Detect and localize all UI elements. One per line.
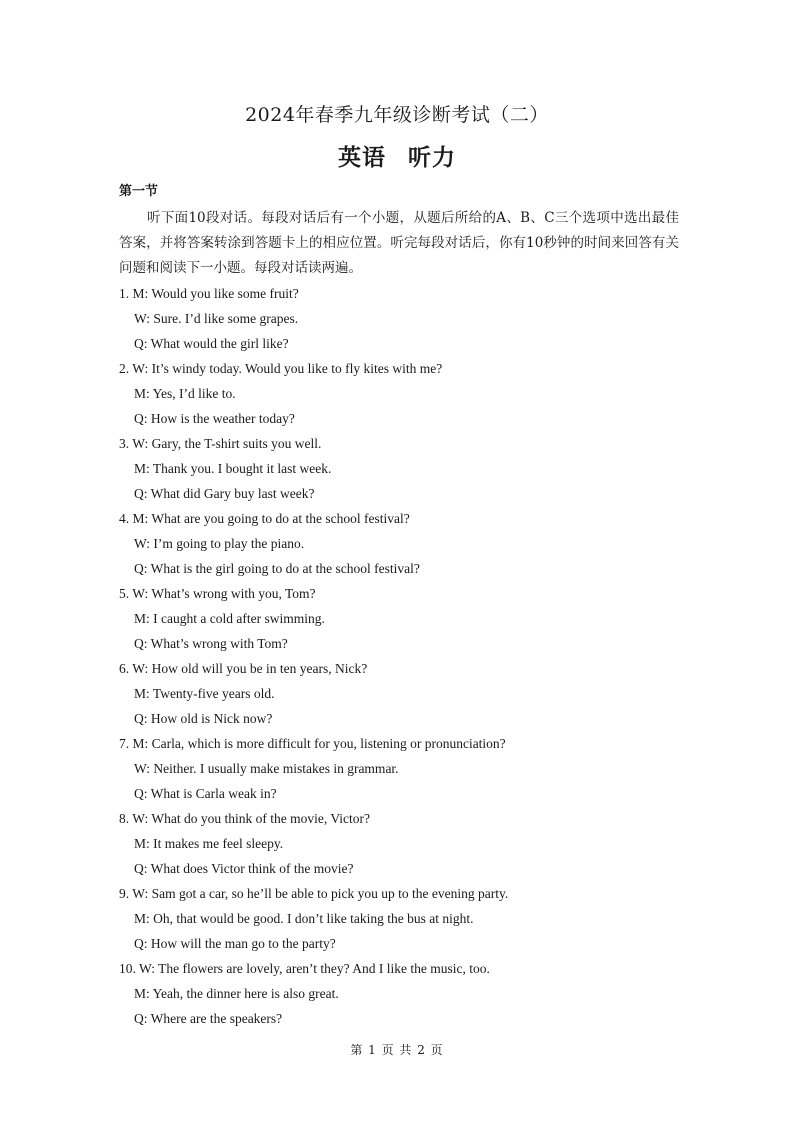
dialogue-question: Q: How will the man go to the party? — [134, 936, 336, 951]
dialogue-item — [119, 956, 699, 1031]
dialogue-line-first: 2. W: It’s windy today. Would you like to fly kites with me? — [119, 361, 443, 376]
dialogue-item — [119, 881, 699, 956]
exam-title: 2024年春季九年级诊断考试（二） — [245, 104, 549, 126]
dialogue-line-second: M: Yeah, the dinner here is also great. — [134, 986, 339, 1001]
dialogue-item — [119, 656, 699, 731]
dialogue-line-first: 7. M: Carla, which is more difficult for you, listening or pronunciation? — [119, 736, 506, 751]
dialogue-item — [119, 731, 699, 806]
dialogue-line-first: 4. M: What are you going to do at the school festival? — [119, 511, 410, 526]
dialogue-item — [119, 356, 699, 431]
dialogue-list — [119, 281, 699, 1031]
dialogue-line-second: M: I caught a cold after swimming. — [134, 611, 325, 626]
dialogue-line-second: M: Oh, that would be good. I don’t like taking the bus at night. — [134, 911, 474, 926]
section-instructions: 听下面10段对话。每段对话后有一个小题，从题后所给的A、B、C三个选项中选出最佳答案，并将答案转涂到答题卡上的相应位置。听完每段对话后，你有10秒钟的时间来回答有关问题和阅读下一小题。每段对话读两遍。 — [119, 210, 679, 276]
dialogue-item — [119, 806, 699, 881]
dialogue-question: Q: Where are the speakers? — [134, 1011, 283, 1026]
dialogue-question: Q: What is the girl going to do at the school festival? — [134, 561, 420, 576]
page-number: 第 1 页 共 2 页 — [350, 1043, 444, 1057]
exam-subtitle — [0, 143, 794, 173]
dialogue-line-second: M: Thank you. I bought it last week. — [134, 461, 332, 476]
dialogue-line-second: W: Neither. I usually make mistakes in grammar. — [134, 761, 399, 776]
dialogue-question: Q: What does Victor think of the movie? — [134, 861, 354, 876]
dialogue-question: Q: What’s wrong with Tom? — [134, 636, 288, 651]
dialogue-question: Q: What would the girl like? — [134, 336, 289, 351]
dialogue-question: Q: What did Gary buy last week? — [134, 486, 315, 501]
dialogue-item — [119, 581, 699, 656]
dialogue-line-second: M: Twenty-five years old. — [134, 686, 275, 701]
dialogue-question: Q: How old is Nick now? — [134, 711, 273, 726]
dialogue-line-first: 9. W: Sam got a car, so he’ll be able to pick you up to the evening party. — [119, 886, 509, 901]
dialogue-line-second: M: It makes me feel sleepy. — [134, 836, 284, 851]
subject-label: 英语 — [338, 144, 386, 171]
dialogue-item — [119, 431, 699, 506]
dialogue-question: Q: What is Carla weak in? — [134, 786, 277, 801]
dialogue-line-first: 1. M: Would you like some fruit? — [119, 286, 299, 301]
dialogue-line-second: W: I’m going to play the piano. — [134, 536, 305, 551]
dialogue-line-second: W: Sure. I’d like some grapes. — [134, 311, 299, 326]
dialogue-line-first: 3. W: Gary, the T-shirt suits you well. — [119, 436, 322, 451]
section-label: 第一节 — [119, 184, 159, 199]
dialogue-line-first: 10. W: The flowers are lovely, aren’t they? And I like the music, too. — [119, 961, 490, 976]
dialogue-line-first: 8. W: What do you think of the movie, Victor? — [119, 811, 371, 826]
dialogue-question: Q: How is the weather today? — [134, 411, 295, 426]
dialogue-item — [119, 281, 699, 356]
dialogue-line-first: 6. W: How old will you be in ten years, Nick? — [119, 661, 368, 676]
dialogue-line-first: 5. W: What’s wrong with you, Tom? — [119, 586, 316, 601]
part-label: 听力 — [408, 144, 456, 171]
dialogue-line-second: M: Yes, I’d like to. — [134, 386, 236, 401]
dialogue-item — [119, 506, 699, 581]
